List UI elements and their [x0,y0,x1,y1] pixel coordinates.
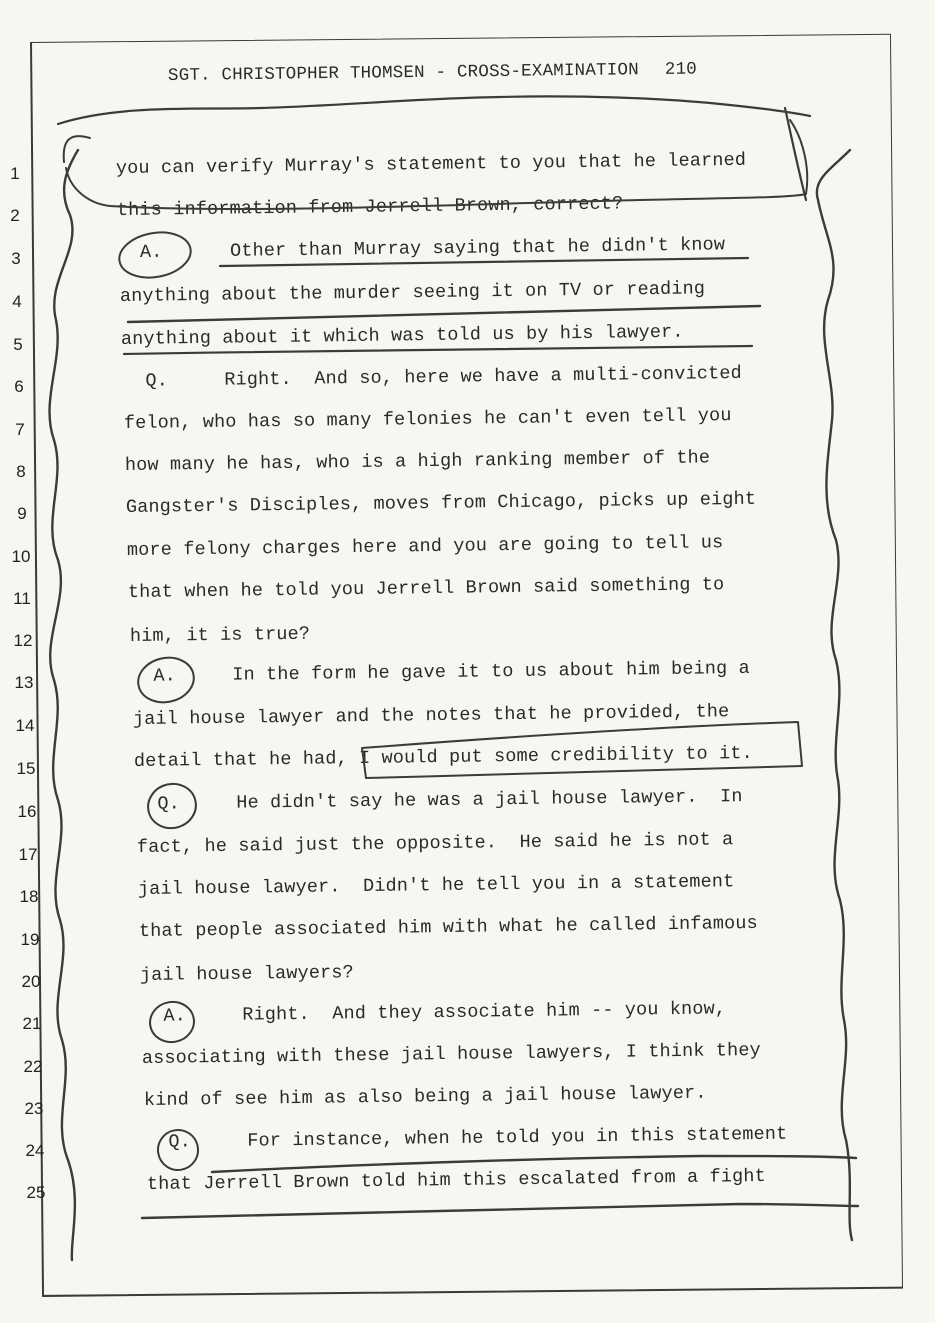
line-number: 2 [10,206,20,225]
transcript-line: Q. Right. And so, here we have a multi-convicted [122,362,742,392]
transcript-line: Q. He didn't say he was a jail house lawyer. In [134,786,743,815]
line-number: 9 [17,504,27,523]
transcript-line: how many he has, who is a high ranking member of the [124,447,711,476]
transcript-line: more felony charges here and you are going to tell us [126,532,724,561]
line-number: 23 [24,1099,44,1118]
transcript-line: detail that he had, I would put some credibility to it. [133,742,753,772]
transcript-line: jail house lawyer. Didn't he tell you in a statement [137,871,735,900]
line-number: 20 [21,972,41,991]
line-number: 14 [15,716,35,735]
transcript-line: kind of see him as also being a jail house lawyer. [143,1082,707,1111]
transcript-line: associating with these jail house lawyers, I think they [141,1039,761,1069]
line-number: 7 [15,420,25,439]
line-number: 1 [10,164,20,183]
transcript-line: jail house lawyer and the notes that he provided, the [132,701,730,730]
transcript-line: that when he told you Jerrell Brown said something to [127,574,725,603]
line-number: 11 [13,589,31,608]
transcript-line: A. In the form he gave it to us about him being a [130,657,750,687]
line-number: 19 [20,930,40,949]
line-number: 13 [14,673,34,692]
transcript-line: Gangster's Disciples, moves from Chicago, picks up eight [125,488,757,518]
transcript-line: A. Right. And they associate him -- you know, [140,998,727,1027]
transcript-line: Q. For instance, when he told you in this statement [145,1123,788,1153]
line-number: 16 [17,802,37,821]
transcript-line: A. Other than Murray saying that he didn't know [139,234,726,263]
transcript-line: this information from Jerrell Brown, correct? [116,193,624,221]
line-number: 25 [26,1183,46,1202]
transcript-line: fact, he said just the opposite. He said he is not a [136,829,734,858]
transcript-line: felon, who has so many felonies he can't even tell you [123,405,732,434]
transcript-line: that Jerrell Brown told him this escalated from a fight [146,1165,766,1195]
line-number: 12 [13,631,33,650]
line-number: 15 [16,759,36,778]
transcript-line: him, it is true? [129,623,311,647]
transcript-line: jail house lawyers? [139,962,354,986]
transcript-line: anything about the murder seeing it on TV or reading [119,278,706,307]
line-number: 18 [19,887,39,906]
transcript-line: you can verify Murray's statement to you that he learned [115,149,747,179]
line-number: 24 [25,1141,45,1160]
line-number: 10 [11,547,31,566]
line-number: 8 [16,462,26,481]
line-number: 22 [23,1057,43,1076]
line-number: 3 [11,249,21,268]
transcript-line: anything about it which was told us by his lawyer. [120,321,684,350]
line-number: 17 [18,845,38,864]
line-number: 5 [13,335,23,354]
line-number: 6 [14,377,24,396]
transcript-line: that people associated him with what he called infamous [138,912,758,942]
header-title: SGT. CHRISTOPHER THOMSEN - CROSS-EXAMINATION [167,60,639,86]
page-number: 210 [664,59,698,80]
line-number: 21 [22,1014,42,1033]
line-number: 4 [12,292,22,311]
